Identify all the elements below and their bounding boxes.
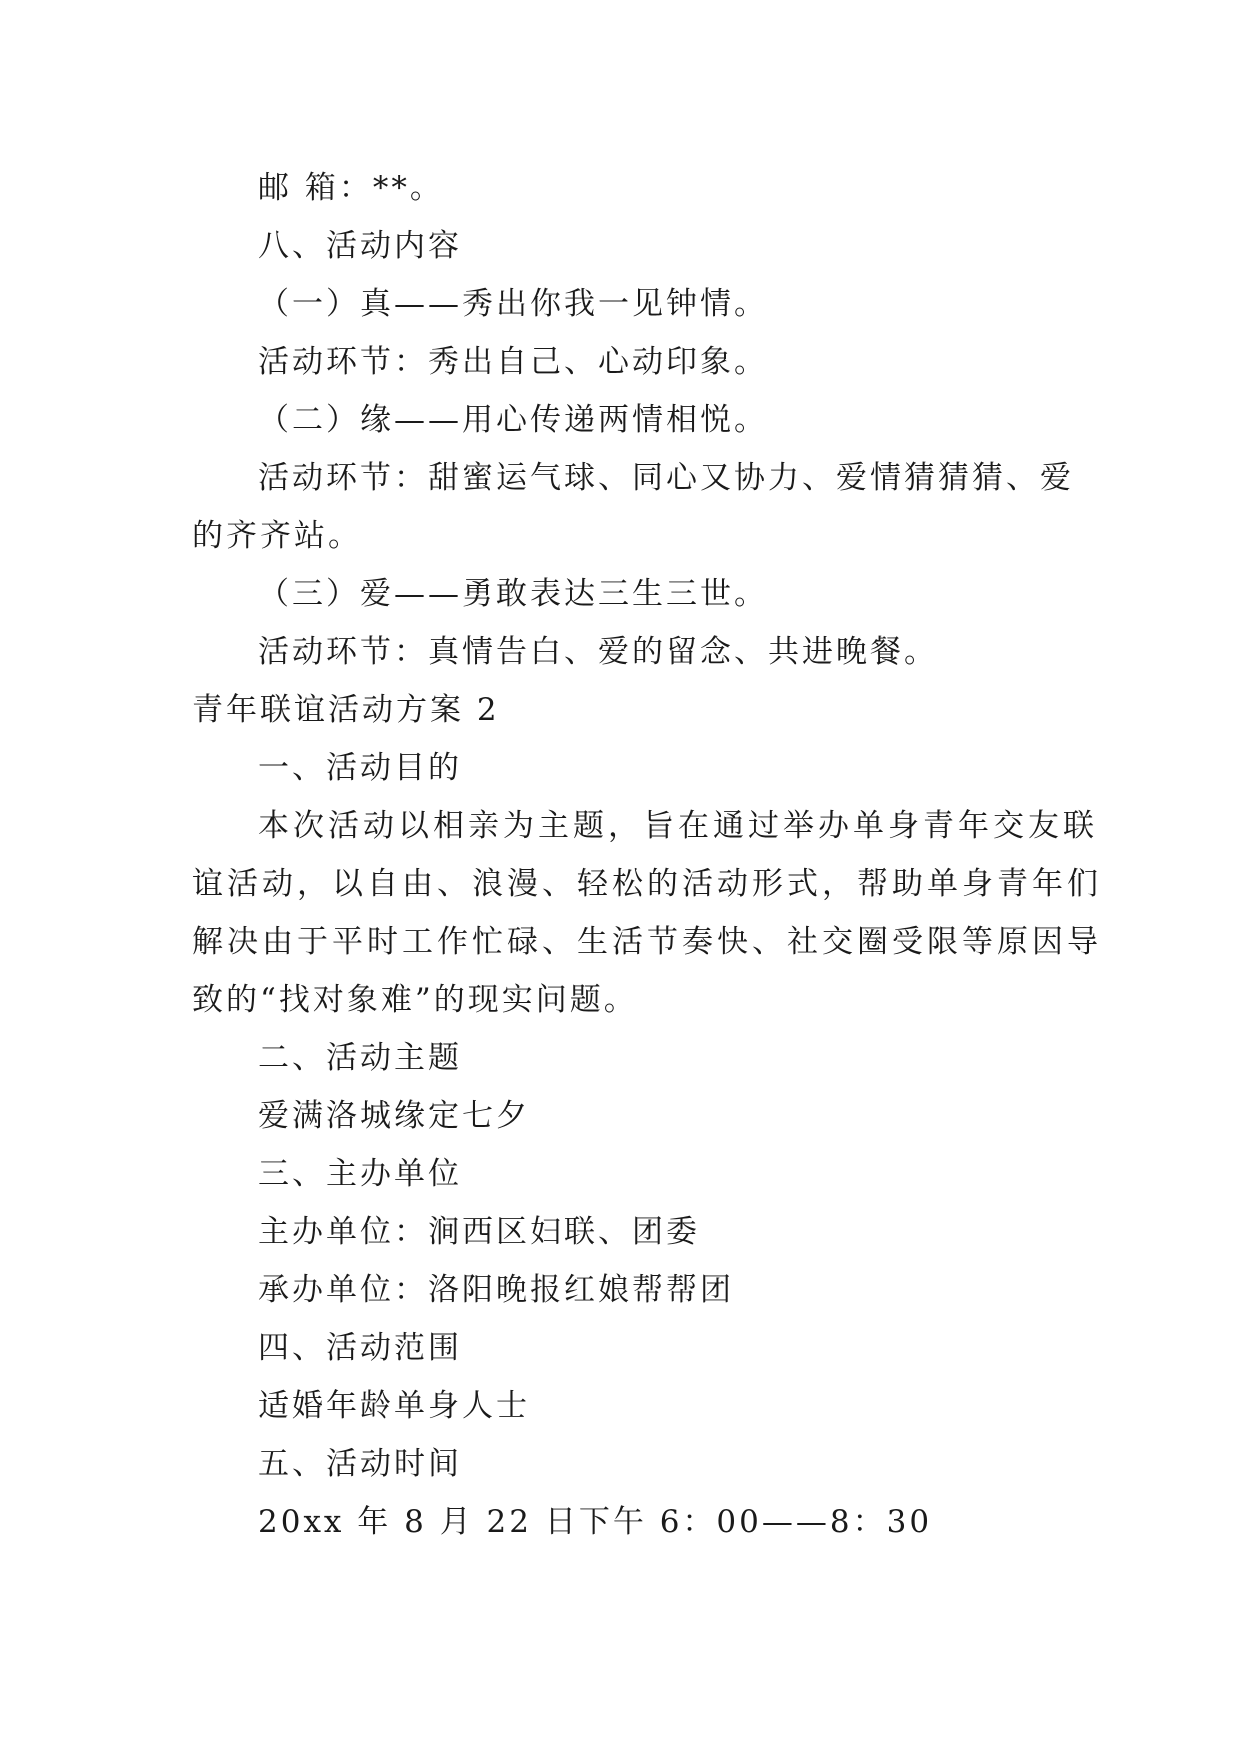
subsection-heading-2: （二）缘——用心传递两情相悦。 [258,402,768,438]
time-text: 20xx 年 8 月 22 日下午 6：00——8：30 [258,1504,933,1540]
scope-text: 适婚年龄单身人士 [258,1388,530,1424]
organizer-host: 主办单位：涧西区妇联、团委 [258,1214,700,1250]
section-heading-theme: 二、活动主题 [258,1040,462,1076]
purpose-paragraph-line-2: 谊活动，以自由、浪漫、轻松的活动形式，帮助单身青年们 [192,866,1102,902]
purpose-paragraph-line-4: 致的“找对象难”的现实问题。 [192,982,638,1018]
document-title-plan-2: 青年联谊活动方案 2 [192,692,500,728]
purpose-paragraph-line-3: 解决由于平时工作忙碌、生活节奏快、社交圈受限等原因导 [192,924,1102,960]
section-heading-activity-content: 八、活动内容 [258,228,462,264]
theme-text: 爱满洛城缘定七夕 [258,1098,530,1134]
purpose-paragraph-line-1: 本次活动以相亲为主题，旨在通过举办单身青年交友联 [258,808,1098,844]
activity-segment-3: 活动环节：真情告白、爱的留念、共进晚餐。 [258,634,938,670]
organizer-undertaker: 承办单位：洛阳晚报红娘帮帮团 [258,1272,734,1308]
subsection-heading-3: （三）爱——勇敢表达三生三世。 [258,576,768,612]
activity-segment-2-line-1: 活动环节：甜蜜运气球、同心又协力、爱情猜猜猜、爱 [258,460,1074,496]
section-heading-scope: 四、活动范围 [258,1330,462,1366]
email-line: 邮 箱：**。 [258,170,444,206]
subsection-heading-1: （一）真——秀出你我一见钟情。 [258,286,768,322]
activity-segment-2-line-2: 的齐齐站。 [192,518,362,554]
section-heading-purpose: 一、活动目的 [258,750,462,786]
section-heading-organizer: 三、主办单位 [258,1156,462,1192]
section-heading-time: 五、活动时间 [258,1446,462,1482]
activity-segment-1: 活动环节：秀出自己、心动印象。 [258,344,768,380]
